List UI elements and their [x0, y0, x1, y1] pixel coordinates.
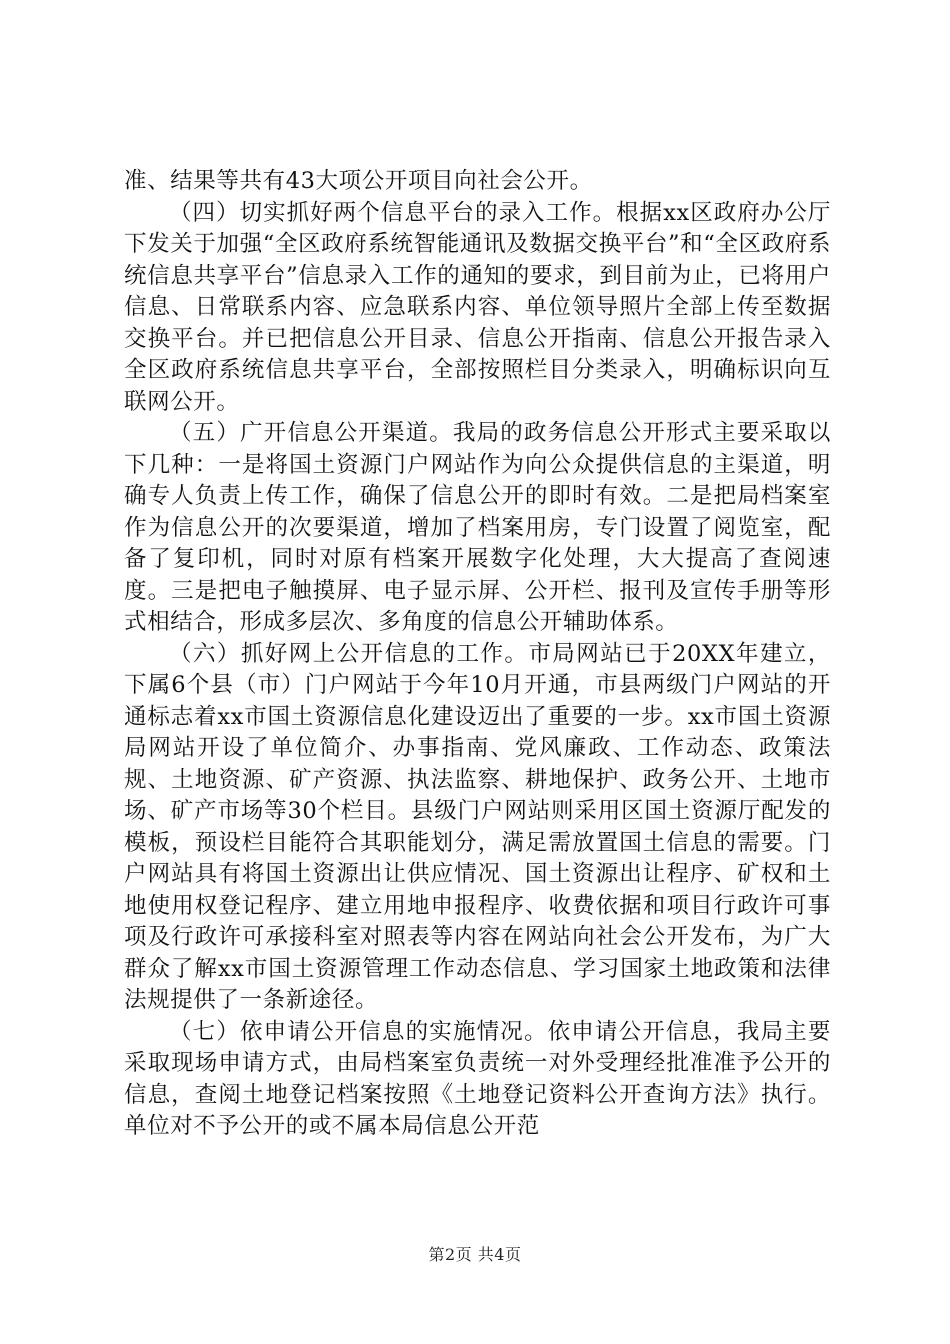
- document-body: [124, 166, 831, 1143]
- paragraph-section-7: （七）依申请公开信息的实施情况。依申请公开信息，我局主要采取现场申请方式，由局档案室负责统一对外受理经批准准予公开的信息，查阅土地登记档案按照《土地登记资料公开查询方法》执行。单位对不予公开的或不属本局信息公开范: [124, 1018, 831, 1139]
- paragraph-continuation: 准、结果等共有43大项公开项目向社会公开。: [124, 168, 593, 194]
- paragraph-section-4: （四）切实抓好两个信息平台的录入工作。根据xx区政府办公厅下发关于加强“全区政府系统智能通讯及数据交换平台”和“全区政府系统信息共享平台”信息录入工作的通知的要求，到目前为止，已将用户信息、日常联系内容、应急联系内容、单位领导照片全部上传至数据交换平台。并已把信息公开目录、信息公开指南、信息公开报告录入全区政府系统信息共享平台，全部按照栏目分类录入，明确标识向互联网公开。: [124, 199, 831, 415]
- paragraph-section-5: （五）广开信息公开渠道。我局的政务信息公开形式主要采取以下几种：一是将国土资源门户网站作为向公众提供信息的主渠道，明确专人负责上传工作，确保了信息公开的即时有效。二是把局档案室作为信息公开的次要渠道，增加了档案用房，专门设置了阅览室，配备了复印机，同时对原有档案开展数字化处理，大大提高了查阅速度。三是把电子触摸屏、电子显示屏、公开栏、报刊及宣传手册等形式相结合，形成多层次、多角度的信息公开辅助体系。: [124, 420, 831, 635]
- paragraph-section-6: （六）抓好网上公开信息的工作。市局网站已于20XX年建立，下属6个县（市）门户网站于今年10月开通，市县两级门户网站的开通标志着xx市国土资源信息化建设迈出了重要的一步。xx市国土资源局网站开设了单位简介、办事指南、党风廉政、工作动态、政策法规、土地资源、矿产资源、执法监察、耕地保护、政务公开、土地市场、矿产市场等30个栏目。县级门户网站则采用区国土资源厅配发的模板，预设栏目能符合其职能划分，满足需放置国土信息的需要。门户网站具有将国土资源出让供应情况、国土资源出让程序、矿权和土地使用权登记程序、建立用地申报程序、收费依据和项目行政许可事项及行政许可承接科室对照表等内容在网站向社会公开发布，为广大群众了解xx市国土资源管理工作动态信息、学习国家土地政策和法律法规提供了一条新途径。: [124, 640, 831, 1013]
- page-number-footer: 第2页 共4页: [428, 1245, 522, 1264]
